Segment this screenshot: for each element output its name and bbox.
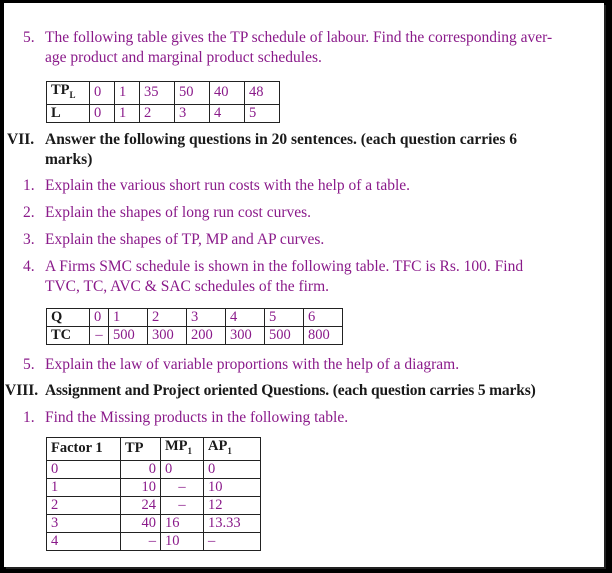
tp-labour-table: [46, 81, 280, 123]
question-number: 5.: [23, 29, 35, 46]
table-cell: –: [90, 327, 109, 345]
table-cell: 500: [265, 327, 304, 345]
table-cell: 35: [140, 82, 175, 105]
question-number: 5.: [23, 356, 35, 373]
question-number: 3.: [23, 231, 35, 248]
table-cell: 2: [140, 104, 175, 122]
table-row: [47, 496, 261, 514]
question-number: 2.: [23, 204, 35, 221]
question-text: Explain the law of variable proportions with the help of a diagram.: [45, 356, 460, 373]
table-cell: Q: [47, 309, 90, 327]
table-header-cell: Factor 1: [47, 438, 121, 461]
table-cell: 0: [90, 82, 115, 105]
document-page: [4, 3, 604, 567]
table-header-cell: $AP_1$: [204, 438, 261, 461]
table-cell: 0: [47, 460, 121, 478]
table-header-cell: TP: [121, 438, 161, 461]
table-cell: L: [47, 104, 90, 122]
question-text: The following table gives the TP schedule of labour. Find the corresponding aver-: [45, 29, 553, 46]
question-text: age product and marginal product schedules.: [45, 49, 322, 66]
table-cell: 3: [47, 514, 121, 532]
table-cell: 1: [115, 104, 140, 122]
table-cell: 10: [121, 478, 161, 496]
table-cell: 12: [204, 496, 261, 514]
table-cell: 24: [121, 496, 161, 514]
table-cell: 16: [161, 514, 204, 532]
table-cell: 500: [109, 327, 148, 345]
question-text: Find the Missing products in the following table.: [45, 409, 349, 426]
table-cell: 50: [175, 82, 210, 105]
table-cell: 0: [90, 104, 115, 122]
table-cell: 13.33: [204, 514, 261, 532]
section-number: VII.: [7, 131, 35, 148]
table-cell: 48: [245, 82, 280, 105]
section-heading: Answer the following questions in 20 sentences. (each question carries 6: [45, 131, 518, 148]
question-text: A Firms SMC schedule is shown in the following table. TFC is Rs. 100. Find: [45, 258, 524, 275]
table-row: [47, 104, 280, 122]
table-cell: 0: [90, 309, 109, 327]
table-row: [47, 82, 280, 105]
table-cell: 10: [161, 532, 204, 550]
table-cell: 0: [121, 460, 161, 478]
table-row: [47, 478, 261, 496]
table-row: [47, 327, 343, 345]
table-cell: TC: [47, 327, 90, 345]
table-cell: 800: [304, 327, 343, 345]
missing-products-table: [46, 437, 261, 551]
table-row: [47, 309, 343, 327]
table-header-cell: $MP_1$: [161, 438, 204, 461]
question-text: Explain the shapes of TP, MP and AP curves.: [45, 231, 325, 248]
table-cell: 4: [210, 104, 245, 122]
table-cell: 5: [245, 104, 280, 122]
table-cell: $TP_L$: [47, 82, 90, 105]
section-heading: Assignment and Project oriented Questions. (each question carries 5 marks): [45, 382, 536, 399]
table-cell: 2: [47, 496, 121, 514]
table-cell: 5: [265, 309, 304, 327]
table-cell: 40: [121, 514, 161, 532]
table-cell: 2: [148, 309, 187, 327]
table-cell: –: [121, 532, 161, 550]
question-number: 1.: [23, 409, 35, 426]
table-row: [47, 460, 261, 478]
section-heading: marks): [45, 151, 93, 168]
table-cell: –: [161, 496, 204, 514]
table-cell: 4: [226, 309, 265, 327]
table-cell: 40: [210, 82, 245, 105]
question-text: Explain the shapes of long run cost curves.: [45, 204, 312, 221]
table-cell: –: [204, 532, 261, 550]
question-text: Explain the various short run costs with the help of a table.: [45, 177, 411, 194]
table-cell: 3: [187, 309, 226, 327]
table-cell: 6: [304, 309, 343, 327]
question-text: TVC, TC, AVC & SAC schedules of the firm.: [45, 278, 330, 295]
table-cell: 1: [115, 82, 140, 105]
table-row: [47, 532, 261, 550]
table-cell: 1: [109, 309, 148, 327]
table-cell: 0: [204, 460, 261, 478]
table-row: [47, 514, 261, 532]
table-cell: 4: [47, 532, 121, 550]
table-cell: 1: [47, 478, 121, 496]
question-number: 4.: [23, 258, 35, 275]
table-cell: 10: [204, 478, 261, 496]
table-cell: 300: [148, 327, 187, 345]
section-number: VIII.: [5, 382, 39, 399]
table-cell: 200: [187, 327, 226, 345]
table-cell: –: [161, 478, 204, 496]
smc-schedule-table: [46, 308, 343, 345]
table-cell: 0: [161, 460, 204, 478]
table-cell: 3: [175, 104, 210, 122]
table-cell: 300: [226, 327, 265, 345]
table-header-row: [47, 438, 261, 461]
question-number: 1.: [23, 177, 35, 194]
